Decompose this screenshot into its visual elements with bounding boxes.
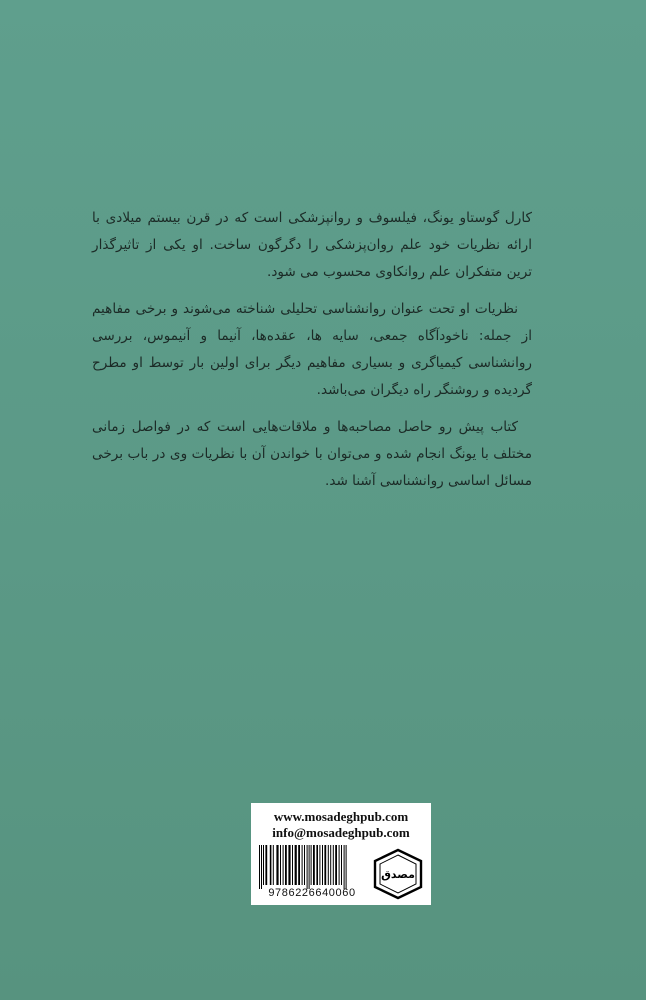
- isbn-barcode: [257, 845, 365, 889]
- publisher-email: info@mosadeghpub.com: [272, 825, 410, 840]
- publisher-info-box: [251, 803, 431, 905]
- description-paragraph-2: نظریات او تحت عنوان روانشناسی تحلیلی شناخته می‌شوند و برخی مفاهیم از جمله: ناخودآگاه جمعی، سایه ها، عقده‌ها، آنیما و آنیموس، بررسی روانشناسی کیمیاگری و بسیاری مفاهیم دیگر برای اولین بار توسط او مطرح گردیده و روشنگر راه دیگران می‌باشد.: [92, 301, 532, 398]
- publisher-website: www.mosadeghpub.com: [273, 809, 409, 824]
- publisher-logo: [371, 847, 425, 901]
- description-paragraph-3: کتاب پیش رو حاصل مصاحبه‌ها و ملاقات‌هایی است که در فواصل زمانی مختلف با یونگ انجام شده و می‌توان با خواندن آن با نظریات وی در باب برخی مسائل اساسی روانشناسی آشنا شد.: [92, 419, 532, 489]
- book-description: [92, 205, 532, 505]
- isbn-number: 9786226640060: [268, 887, 356, 899]
- publisher-logo-text: مصدق: [381, 868, 415, 881]
- description-paragraph-1: کارل گوستاو یونگ، فیلسوف و روانپزشکی است که در قرن بیستم میلادی با ارائه نظریات خود علم روان‌پزشکی را دگرگون ساخت. او یکی از تاثیرگذار ترین متفکران علم روانکاوی محسوب می شود.: [92, 210, 532, 280]
